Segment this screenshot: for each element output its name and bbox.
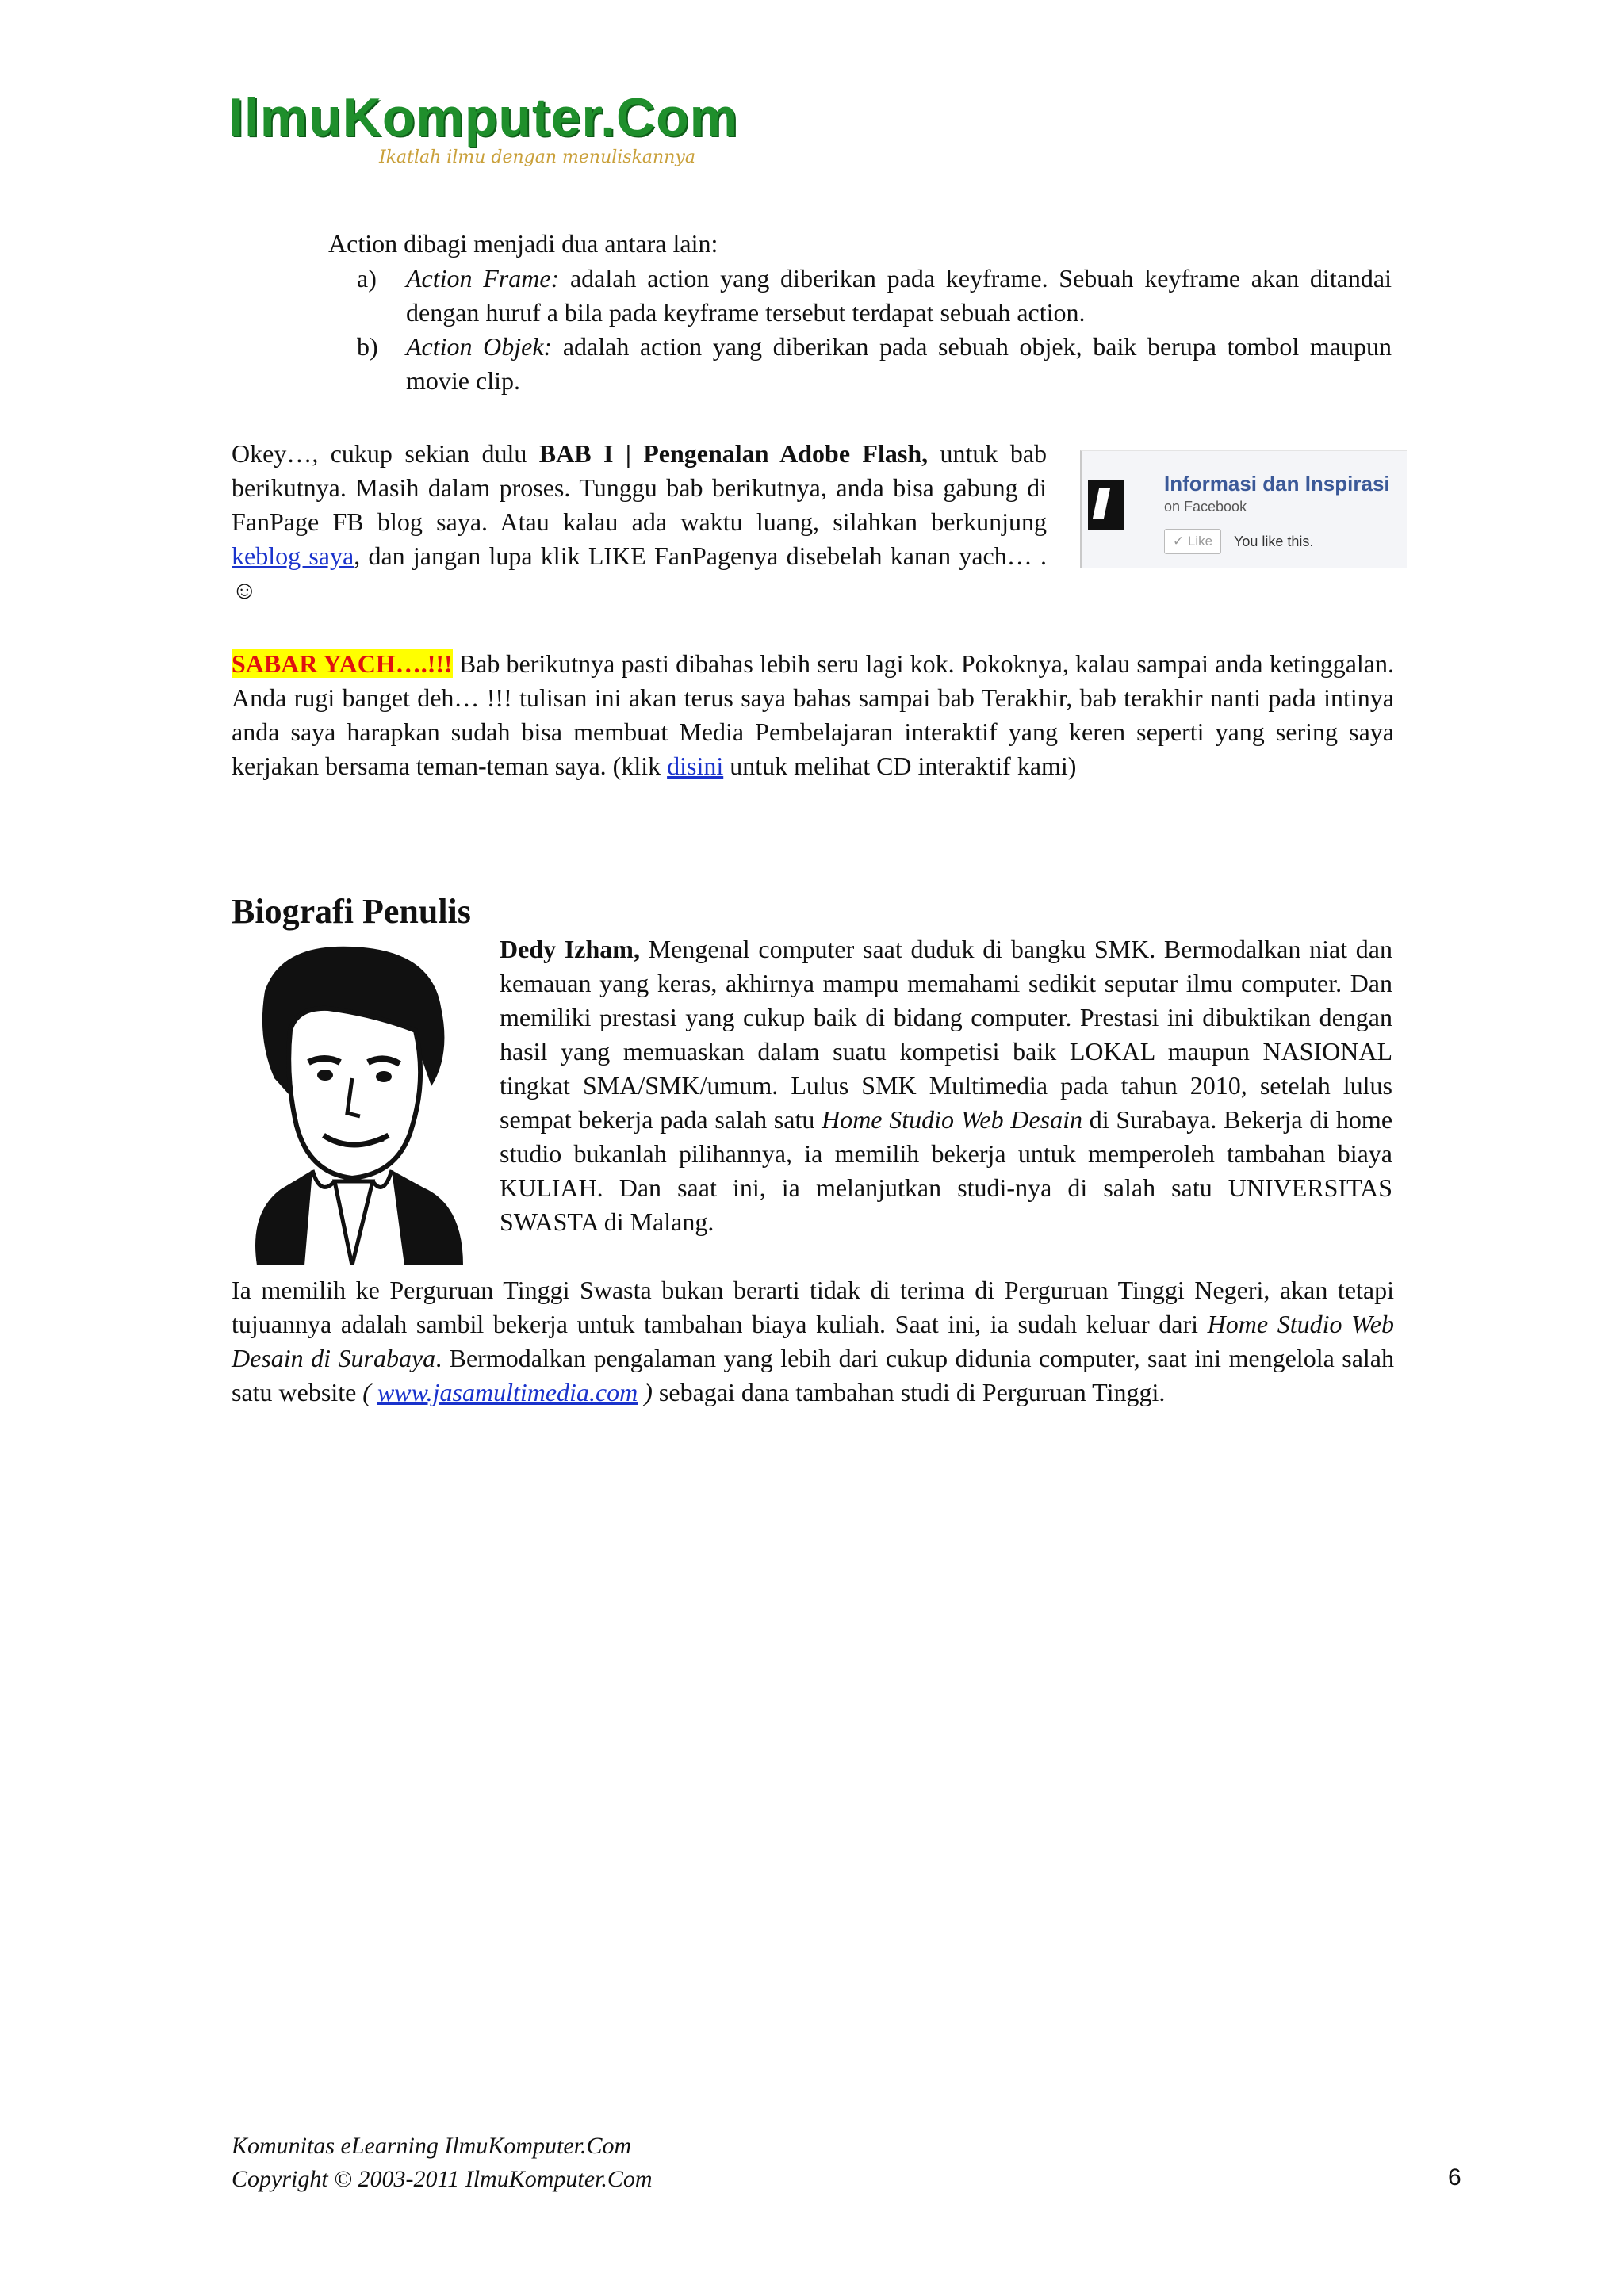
bio-text: . Bermodalkan pengalaman yang lebih dari cukup didunia computer, saat ini mengelola salah satu website — [232, 1344, 1394, 1406]
page-logo-icon — [1088, 480, 1124, 530]
okey-paragraph — [232, 437, 1047, 607]
sabar-text-end: untuk melihat CD interaktif kami) — [723, 752, 1077, 780]
keblog-link[interactable]: keblog saya — [232, 541, 354, 570]
highlight-text: SABAR YACH….!!! — [232, 649, 453, 678]
action-list — [357, 262, 1392, 398]
okey-text-middle: untuk bab berikutnya. Masih dalam proses. Tunggu bab berikutnya, anda bisa gabung di FanPage FB blog saya. Atau kalau ada waktu luang, silahkan berkunjung — [232, 439, 1048, 536]
logo-tagline: Ikatlah ilmu dengan menuliskannya — [379, 147, 695, 167]
author-portrait-illustration — [233, 936, 473, 1265]
fb-subtitle: on Facebook — [1164, 499, 1247, 515]
bio-text: sebagai dana tambahan studi di Perguruan Tinggi. — [652, 1378, 1166, 1406]
chapter-title: BAB I | Pengenalan Adobe Flash, — [538, 439, 929, 468]
list-term: Action Objek: — [406, 332, 553, 361]
action-intro: Action dibagi menjadi dua antara lain: — [328, 229, 718, 258]
bio-paragraph-2 — [232, 1273, 1394, 1410]
bio-text: Ia memilih ke Perguruan Tinggi Swasta bukan berarti tidak di terima di Perguruan Tinggi Negeri, akan tetapi tujuannya adalah sambil bekerja untuk tambahan biaya kuliah. Saat ini, ia sudah keluar dari — [232, 1276, 1394, 1338]
facebook-like-box — [1080, 450, 1407, 568]
fb-page-title[interactable]: Informasi dan Inspirasi — [1164, 472, 1390, 496]
disini-link[interactable]: disini — [667, 752, 724, 780]
paren-close: ) — [638, 1378, 653, 1406]
bio-text: di Surabaya. Bekerja di home studio bukanlah pilihannya, ia memilih bekerja untuk memperoleh tambahan biaya KULIAH. Dan saat ini, ia melanjutkan studi-nya di salah satu UNIVERSITAS SWASTA di Malang. — [500, 1105, 1393, 1236]
bio-heading: Biografi Penulis — [232, 892, 471, 931]
bio-text: Mengenal computer saat duduk di bangku SMK. Bermodalkan niat dan kemauan yang keras, akhirnya mampu memahami sedikit seputar ilmu computer. Dan memiliki prestasi yang cukup baik di bidang computer. Prestasi ini dibuktikan dengan hasil yang memuaskan dalam suatu kompetisi baik LOKAL maupun NASIONAL tingkat SMA/SMK/umum. Lulus SMK Multimedia pada tahun 2010, setelah lulus sempat bekerja pada salah satu — [500, 935, 1393, 1134]
website-link-text: www.jasamultimedia.com — [377, 1378, 638, 1406]
you-like-text: You like this. — [1234, 534, 1314, 549]
okey-text-end: , dan jangan lupa klik LIKE FanPagenya disebelah kanan yach… . ☺ — [232, 541, 1047, 604]
like-button[interactable]: ✓ Like — [1164, 529, 1221, 554]
sabar-paragraph — [232, 647, 1394, 783]
footer-community: Komunitas eLearning IlmuKomputer.Com — [232, 2133, 632, 2159]
page-footer — [232, 2130, 653, 2196]
bio-paragraph-1 — [500, 932, 1392, 1239]
list-term: Action Frame: — [406, 264, 560, 293]
footer-copyright: Copyright © 2003-2011 IlmuKomputer.Com — [232, 2166, 653, 2192]
author-name: Dedy Izham, — [500, 935, 640, 963]
bio-italic: Home Studio Web Desain — [822, 1105, 1083, 1134]
logo-title: IlmuKomputer.Com — [228, 87, 739, 147]
list-item — [357, 330, 1392, 398]
list-text: adalah action yang diberikan pada keyframe. Sebuah keyframe akan ditandai dengan huruf a bila pada keyframe tersebut terdapat sebuah action. — [406, 264, 1392, 327]
list-marker: b) — [357, 332, 378, 361]
list-text: adalah action yang diberikan pada sebuah objek, baik berupa tombol maupun movie clip. — [406, 332, 1392, 395]
paren-open: ( — [362, 1378, 377, 1406]
author-portrait — [233, 936, 473, 1265]
website-link[interactable] — [377, 1378, 638, 1406]
bio-italic: Home Studio Web Desain di Surabaya — [232, 1310, 1395, 1372]
list-item — [357, 262, 1392, 330]
okey-text-start: Okey…, cukup sekian dulu — [232, 439, 539, 468]
list-marker: a) — [357, 264, 377, 293]
page-number: 6 — [1448, 2164, 1461, 2191]
sabar-text: Bab berikutnya pasti dibahas lebih seru lagi kok. Pokoknya, kalau sampai anda ketinggalan. Anda rugi banget deh… !!! tulisan ini akan terus saya bahas sampai bab Terakhir, bab terakhir nanti pada intinya anda saya harapkan sudah bisa membuat Media Pembelajaran interaktif yang keren seperti yang sering saya kerjakan bersama teman-teman saya. (klik — [232, 649, 1395, 780]
site-logo — [228, 87, 739, 176]
